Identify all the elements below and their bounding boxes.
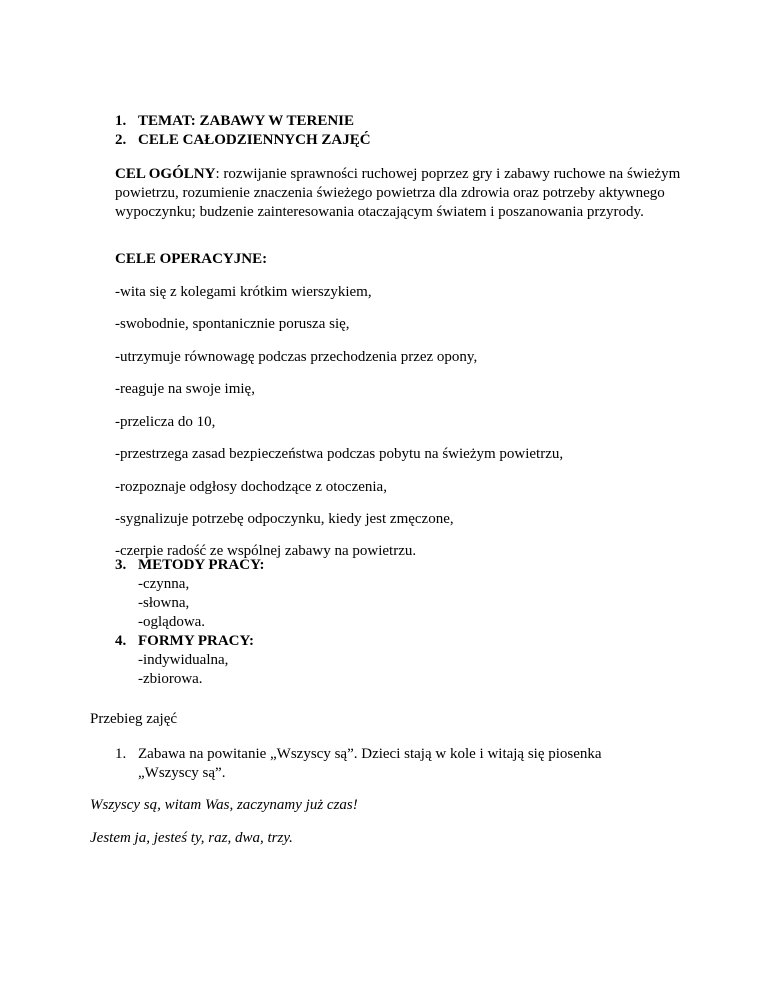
procedure-heading: Przebieg zajęć <box>90 711 178 727</box>
forms-heading: FORMY PRACY: <box>138 633 254 649</box>
method-item: -słowna, <box>138 595 190 611</box>
procedure-list <box>115 745 685 783</box>
procedure-item-line: „Wszyscy są”. <box>138 765 226 781</box>
form-item: -zbiorowa. <box>138 671 203 687</box>
operational-goal-item: -wita się z kolegami krótkim wierszykiem, <box>115 284 372 300</box>
verse-line: Jestem ja, jesteś ty, raz, dwa, trzy. <box>90 830 293 846</box>
general-goal-paragraph <box>115 165 685 222</box>
operational-goal-item: -swobodnie, spontanicznie porusza się, <box>115 316 350 332</box>
list-number: 1. <box>115 113 127 129</box>
procedure-item-line: Zabawa na powitanie „Wszyscy są”. Dzieci stają w kole i witają się piosenka <box>138 746 602 762</box>
list-number: 4. <box>115 633 127 649</box>
method-item: -czynna, <box>138 576 190 592</box>
header-list <box>115 112 685 150</box>
general-goal-label: CEL OGÓLNY <box>115 166 216 182</box>
operational-goal-item: -sygnalizuje potrzebę odpoczynku, kiedy jest zmęczone, <box>115 511 454 527</box>
list-item <box>115 112 685 131</box>
list-item <box>115 131 685 150</box>
operational-goal-item: -czerpie radość ze wspólnej zabawy na powietrzu. <box>115 543 417 559</box>
form-item: -indywidualna, <box>138 652 229 668</box>
list-item <box>115 632 685 651</box>
verse-line: Wszyscy są, witam Was, zaczynamy już czas! <box>90 797 358 813</box>
list-number: 1. <box>115 746 127 762</box>
operational-goal-item: -utrzymuje równowagę podczas przechodzenia przez opony, <box>115 349 478 365</box>
operational-goal-item: -przelicza do 10, <box>115 414 216 430</box>
list-item <box>115 556 685 575</box>
methods-forms-list <box>115 556 685 689</box>
operational-goal-item: -przestrzega zasad bezpieczeństwa podczas pobytu na świeżym powietrzu, <box>115 446 564 462</box>
topic-heading: TEMAT: ZABAWY W TERENIE <box>138 113 355 129</box>
list-number: 3. <box>115 557 127 573</box>
goals-heading: CELE CAŁODZIENNYCH ZAJĘĆ <box>138 132 371 148</box>
general-goal-text: : rozwijanie sprawności ruchowej poprzez gry i zabawy ruchowe na świeżym powietrzu, rozumienie znaczenia świeżego powietrza dla zdrowia oraz potrzeby aktywnego wypoczynku; budzenie zainteresowania otaczającym światem i poszanowania przyrody. <box>115 166 681 220</box>
list-number: 2. <box>115 132 127 148</box>
operational-goal-item: -reaguje na swoje imię, <box>115 381 255 397</box>
method-item: -oglądowa. <box>138 614 206 630</box>
methods-heading: METODY PRACY: <box>138 557 265 573</box>
operational-goals-heading: CELE OPERACYJNE: <box>115 251 268 267</box>
operational-goal-item: -rozpoznaje odgłosy dochodzące z otoczenia, <box>115 479 387 495</box>
list-item <box>115 745 685 783</box>
